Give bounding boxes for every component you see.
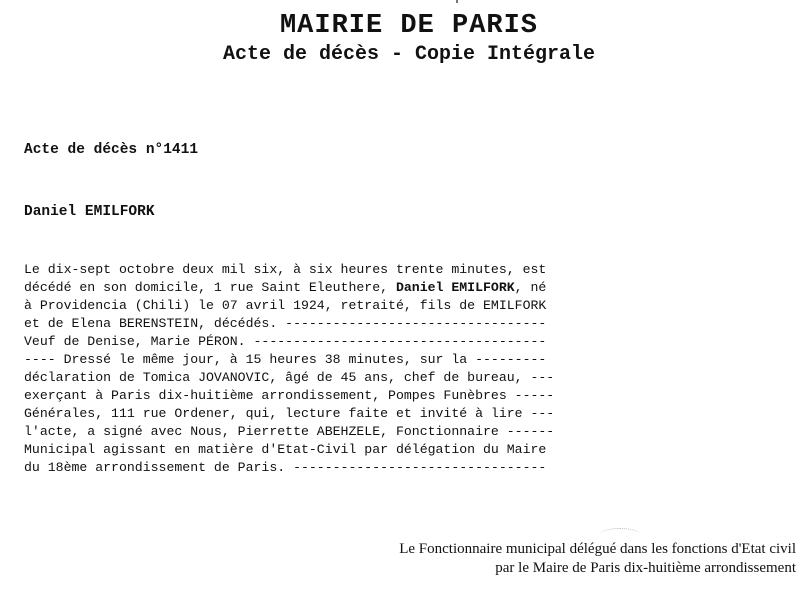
body-line: Le dix-sept octobre deux mil six, à six heures trente minutes, est	[24, 262, 547, 277]
deceased-name-bold: Daniel EMILFORK	[395, 280, 515, 295]
signature-line: par le Maire de Paris dix-huitième arrondissement	[495, 560, 796, 576]
signature-line: Le Fonctionnaire municipal délégué dans les fonctions d'Etat civil	[399, 541, 796, 557]
scan-mark	[456, 0, 458, 3]
body-line: Générales, 111 rue Ordener, qui, lecture faite et invité à lire ---	[24, 406, 555, 421]
body-line-segment: décédé en son domicile, 1 rue Saint Eleuthere,	[24, 280, 396, 295]
body-line: l'acte, a signé avec Nous, Pierrette ABEHZELE, Fonctionnaire ------	[24, 424, 555, 439]
acte-body	[24, 261, 644, 477]
body-line: Municipal agissant en matière d'Etat-Civil par délégation du Maire	[24, 442, 547, 457]
body-line: du 18ème arrondissement de Paris. --------------------------------	[24, 460, 547, 475]
signature-block	[399, 540, 796, 578]
document-subtitle: Acte de décès - Copie Intégrale	[222, 43, 596, 66]
person-name: Daniel EMILFORK	[24, 204, 155, 220]
body-line	[24, 279, 644, 297]
body-line: à Providencia (Chili) le 07 avril 1924, retraité, fils de EMILFORK	[24, 298, 547, 313]
body-line: Veuf de Denise, Marie PÉRON. -------------------------------------	[24, 334, 547, 349]
body-line: déclaration de Tomica JOVANOVIC, âgé de 45 ans, chef de bureau, ---	[24, 370, 555, 385]
body-line: exerçant à Paris dix-huitième arrondissement, Pompes Funèbres -----	[24, 388, 555, 403]
body-line: et de Elena BERENSTEIN, décédés. ---------------------------------	[24, 316, 547, 331]
body-line: ---- Dressé le même jour, à 15 heures 38 minutes, sur la ---------	[24, 352, 547, 367]
acte-number: Acte de décès n°1411	[24, 142, 199, 158]
document-title: MAIRIE DE PARIS	[279, 11, 539, 41]
body-line-segment: , né	[514, 280, 547, 295]
document-header	[0, 10, 800, 68]
